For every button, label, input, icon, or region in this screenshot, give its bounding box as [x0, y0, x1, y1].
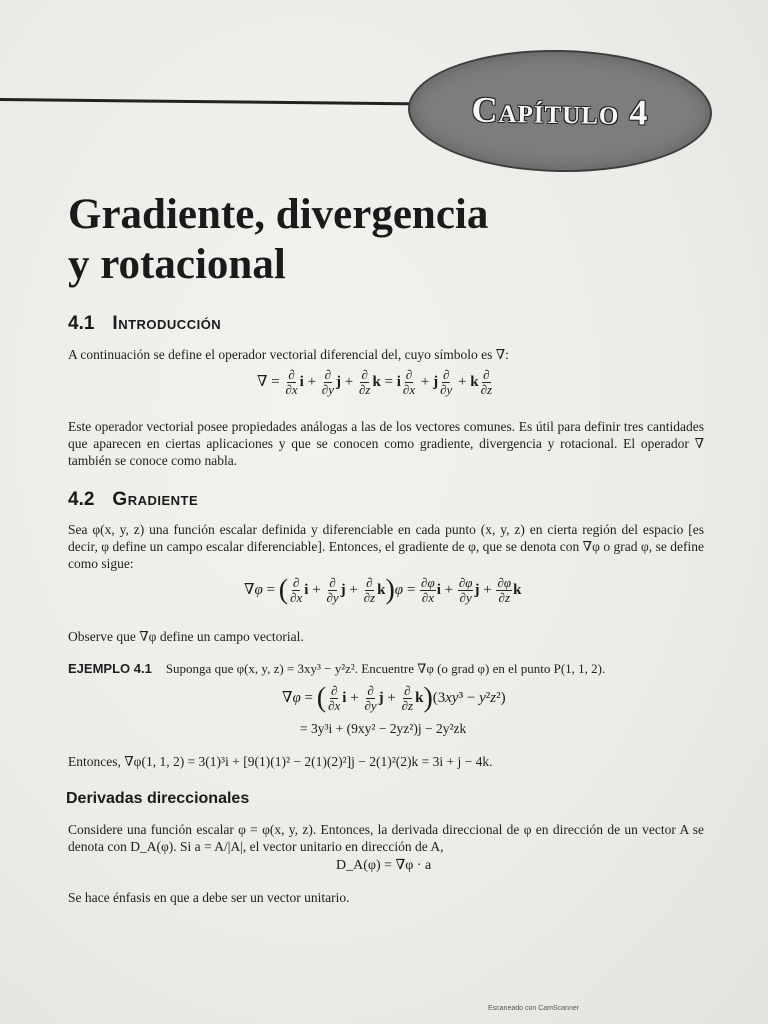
example-statement [68, 660, 704, 677]
directional-derivatives-heading: Derivadas direccionales [66, 790, 250, 807]
chapter-badge [407, 47, 713, 174]
header-rule [0, 98, 440, 106]
example-text: Suponga que φ(x, y, z) = 3xy³ − y²z². Encuentre ∇φ (o grad φ) en el punto P(1, 1, 2). [165, 661, 606, 676]
gradient-definition-equation: ∇φ = ( $\frac{\partial}{\partial x}$ i + $\frac{\partial}{\partial y}$ j + $\frac{\partial}{\partial z}$ k)φ = $\frac{\partial\varphi}{\partial x}$ i + $\frac{\partial\varphi}{\partial y}$ j + $\frac{\partial\varphi}{\partial z}$ k [244, 574, 522, 606]
chapter-label: Capítulo 4 [471, 89, 649, 133]
directional-formula: D_A(φ) = ∇φ · a [336, 858, 432, 873]
example-result: Entonces, ∇φ(1, 1, 2) = 3(1)³i + [9(1)(1)² − 2(1)(2)²]j − 2(1)²(2)k = 3i + j − 4k. [68, 754, 493, 769]
page-title [68, 190, 588, 290]
nabla-description-paragraph: Este operador vectorial posee propiedades análogas a las de los vectores comunes. Es útil para definir tres cantidades que aparecen en ciertas aplicaciones y que se conocen como gradiente, divergencia y rotacional. El operador ∇ también se conoce como nabla. [68, 419, 704, 468]
directional-paragraph: Considere una función escalar φ = φ(x, y, z). Entonces, la derivada direccional de φ en dirección de un vector A se denota con D_A(φ). Si a = A/|A|, el vector unitario en dirección de A, [68, 822, 704, 854]
title-line-1: Gradiente, divergencia [68, 191, 489, 238]
unit-vector-note: Se hace énfasis en que a debe ser un vector unitario. [68, 890, 350, 905]
nabla-definition-equation: ∇ = $\frac{\partial}{\partial x}$ i + $\frac{\partial}{\partial y}$ j + $\frac{\partial}{\partial z}$ k = i $\frac{\partial}{\partial x}$ + j $\frac{\partial}{\partial y}$ + k $\frac{\partial}{\partial z}$ [257, 367, 493, 397]
section-name: Gradiente [112, 489, 199, 510]
section-number: 4.2 [68, 489, 95, 510]
section-name: Introducción [112, 313, 222, 334]
observe-paragraph: Observe que ∇φ define un campo vectorial. [68, 629, 304, 644]
example-label: EJEMPLO 4.1 [68, 661, 152, 676]
intro-paragraph: A continuación se define el operador vectorial diferencial del, cuyo símbolo es ∇: [68, 347, 509, 362]
gradient-paragraph: Sea φ(x, y, z) una función escalar definida y diferenciable en cada punto (x, y, z) en cierta región del espacio [es decir, φ define un campo escalar diferenciable]. Entonces, el gradiente de φ, que se denota con ∇φ o grad φ, se define como sigue: [68, 522, 704, 571]
section-heading-gradient [68, 489, 198, 511]
section-number: 4.1 [68, 313, 95, 334]
example-equation-line-1: ∇φ = ( $\frac{\partial}{\partial x}$ i + $\frac{\partial}{\partial y}$ j + $\frac{\partial}{\partial z}$ k)(3xy³ − y²z²) [282, 682, 506, 714]
title-line-2: y rotacional [68, 241, 286, 288]
example-equation-line-2: = 3y³i + (9xy² − 2yz²)j − 2y²zk [300, 721, 467, 736]
scanner-footer: Escaneado con CamScanner [488, 1005, 580, 1012]
section-heading-intro [68, 313, 221, 335]
